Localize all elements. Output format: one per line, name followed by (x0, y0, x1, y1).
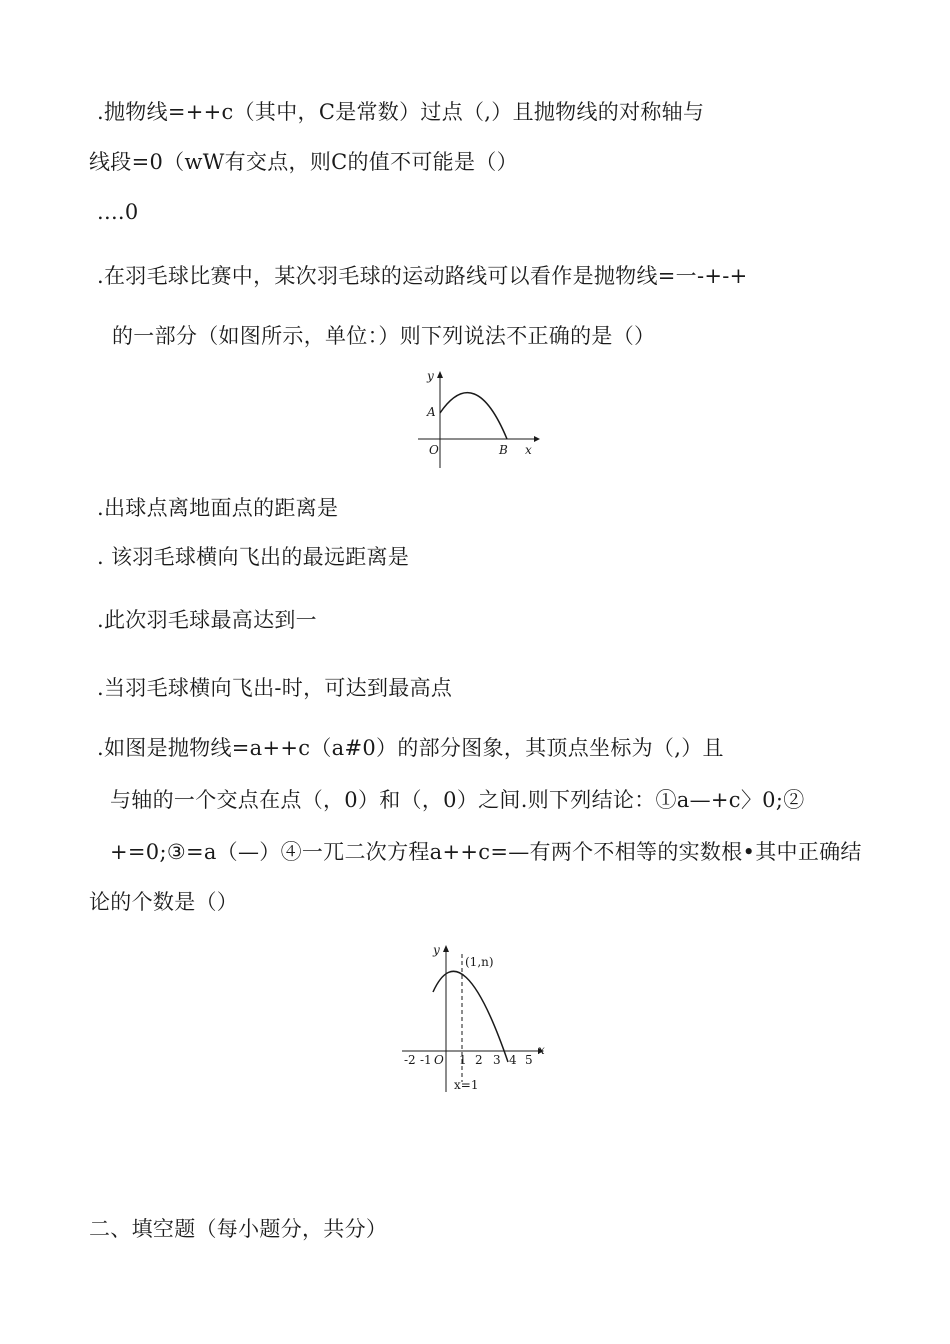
origin-label: O (429, 443, 439, 457)
option-d: .当羽毛球横向飞出-时，可达到最高点 (97, 676, 453, 700)
tick-label-4: 4 (509, 1053, 517, 1067)
problem-3-line-3: +=0;③=a（—）④一兀二次方程a++c=—有两个不相等的实数根•其中正确结 (110, 840, 862, 864)
parabola-curve (433, 971, 508, 1062)
axis-of-symmetry-label: x=1 (454, 1078, 479, 1092)
x-axis-label: x (538, 1043, 545, 1057)
vertex-label: (1,n) (465, 955, 494, 969)
tick-label-3: 3 (493, 1053, 501, 1067)
x-axis-arrow (534, 436, 540, 442)
problem-2-line-1: .在羽毛球比赛中，某次羽毛球的运动路线可以看作是抛物线=一-+-+ (97, 264, 748, 288)
origin-label: O (434, 1053, 444, 1067)
y-axis-label: y (433, 943, 440, 957)
option-a: .出球点离地面点的距离是 (97, 496, 339, 520)
problem-1-line-2: 线段=0（wW有交点，则C的值不可能是（） (89, 150, 518, 174)
point-b-label: B (499, 443, 508, 457)
option-c: .此次羽毛球最高达到一 (97, 608, 317, 632)
y-axis-arrow (443, 945, 449, 952)
problem-3-line-4: 论的个数是（） (89, 890, 239, 914)
parabola-vertex-figure (398, 938, 550, 1094)
x-axis-label: x (525, 443, 532, 457)
tick-label-5: 5 (525, 1053, 533, 1067)
problem-3-line-1: .如图是抛物线=a++c（a#0）的部分图象，其顶点坐标为（,）且 (97, 736, 724, 760)
problem-3-line-2: 与轴的一个交点在点（，0）和（，0）之间.则下列结论：①a—+c〉0;② (110, 788, 805, 812)
tick-label-neg2: -2 (404, 1053, 416, 1067)
point-a-label: A (427, 405, 436, 419)
badminton-trajectory-figure (412, 368, 542, 474)
tick-label-neg1: -1 (420, 1053, 432, 1067)
problem-2-line-2: 的一部分（如图所示，单位：）则下列说法不正确的是（） (112, 324, 656, 348)
problem-1-options: ....0 (97, 200, 139, 224)
y-axis-label: y (427, 369, 434, 383)
section-heading-fill-in: 二、填空题（每小题分，共分） (89, 1217, 388, 1241)
tick-label-1: 1 (459, 1053, 467, 1067)
problem-1-line-1: .抛物线=++c（其中，C是常数）过点（,）且抛物线的对称轴与 (97, 100, 705, 124)
y-axis-arrow (437, 371, 443, 378)
tick-label-2: 2 (475, 1053, 483, 1067)
option-b: . 该羽毛球横向飞出的最远距离是 (97, 545, 410, 569)
trajectory-curve (440, 393, 507, 439)
